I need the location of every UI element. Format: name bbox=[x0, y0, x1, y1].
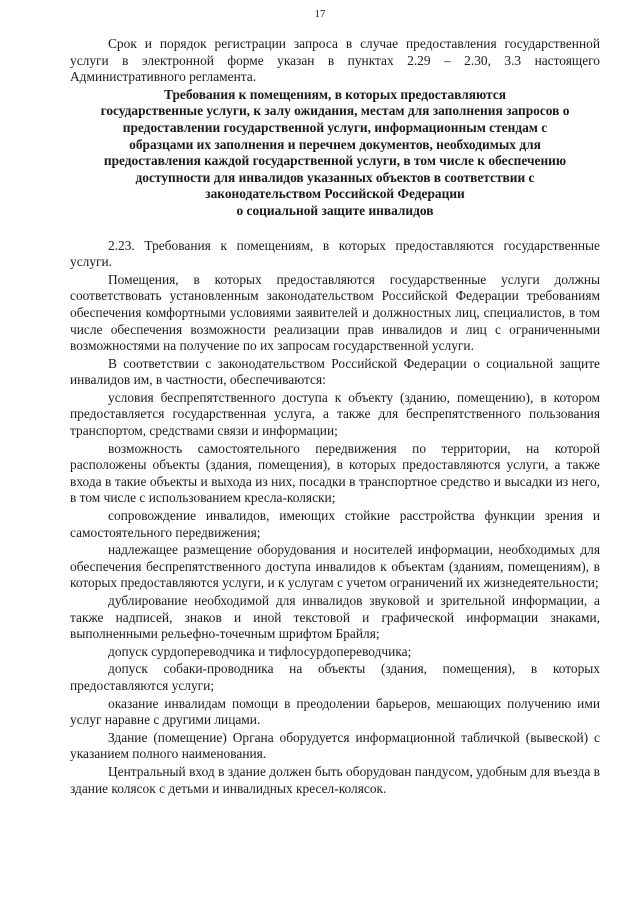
paragraph: допуск сурдопереводчика и тифлосурдопереводчика; bbox=[108, 643, 412, 659]
page-number: 17 bbox=[314, 8, 326, 20]
document-body bbox=[70, 36, 600, 797]
paragraph: Центральный вход в здание должен быть оборудован пандусом, удобным для въезда в здание колясок с детьми и инвалидных кресел-колясок. bbox=[70, 763, 600, 796]
heading-line: образцами их заполнения и перечнем документов, необходимых для bbox=[129, 136, 541, 152]
paragraph: дублирование необходимой для инвалидов звуковой и зрительной информации, а также надписей, знаков и иной текстовой и графической информации знаками, выполненными рельефно-точечным шрифтом Брайля; bbox=[70, 593, 600, 642]
paragraph: сопровождение инвалидов, имеющих стойкие расстройства функции зрения и самостоятельного передвижения; bbox=[70, 508, 600, 540]
paragraph-2-23: 2.23. Требования к помещениям, в которых предоставляются государственные услуги. bbox=[70, 237, 600, 270]
heading-line: Требования к помещениям, в которых предоставляются bbox=[164, 86, 506, 102]
paragraph: возможность самостоятельного передвижения по территории, на которой расположены объекты (здания, помещения), в которых предоставляются услуги, а также входа в такие объекты и выхода из них, посадки в транспортное средство и высадки из него, в том числе с использованием кресла-коляски; bbox=[70, 440, 600, 506]
heading-line: государственные услуги, к залу ожидания, местам для заполнения запросов о bbox=[100, 103, 570, 119]
heading-line: предоставлении государственной услуги, информационным стендам с bbox=[122, 119, 548, 135]
spacer bbox=[70, 220, 600, 238]
paragraph: Здание (помещение) Органа оборудуется информационной табличкой (вывеской) с указанием полного наименования. bbox=[70, 729, 600, 762]
intro-paragraph: Срок и порядок регистрации запроса в случае предоставления государственной услуги в электронной форме указан в пунктах 2.29 – 2.30, 3.3 настоящего Административного регламента. bbox=[70, 36, 600, 85]
paragraph: надлежащее размещение оборудования и носителей информации, необходимых для обеспечения беспрепятственного доступа инвалидов к объектам (зданиям, помещениям), в которых предоставляются услуги, и к услугам с учетом ограничений их жизнедеятельности; bbox=[70, 542, 600, 591]
paragraph: Помещения, в которых предоставляются государственные услуги должны соответствовать установленным законодательством Российской Федерации требованиям обеспечения комфортными условиями заявителей и должностных лиц, специалистов, в том числе обеспечения возможности реализации прав инвалидов и лиц с ограниченными возможностями на получение по их запросам государственной услуги. bbox=[70, 271, 600, 354]
paragraph: оказание инвалидам помощи в преодолении барьеров, мешающих получению ими услуг наравне с другими лицами. bbox=[70, 695, 600, 728]
paragraph: В соответствии с законодательством Российской Федерации о социальной защите инвалидов им, в частности, обеспечиваются: bbox=[70, 355, 600, 388]
heading-line: доступности для инвалидов указанных объектов в соответствии с bbox=[135, 169, 535, 185]
paragraph: допуск собаки-проводника на объекты (здания, помещения), в которых предоставляются услуги; bbox=[70, 661, 600, 693]
heading-line: о социальной защите инвалидов bbox=[236, 202, 434, 218]
heading-line: предоставления каждой государственной услуги, в том числе к обеспечению bbox=[103, 153, 567, 169]
section-heading bbox=[70, 87, 600, 220]
heading-line: законодательством Российской Федерации bbox=[205, 186, 465, 202]
paragraph: условия беспрепятственного доступа к объекту (зданию, помещению), в котором предоставляется государственная услуга, а также для беспрепятственного пользования транспортом, средствами связи и информации; bbox=[70, 389, 600, 439]
